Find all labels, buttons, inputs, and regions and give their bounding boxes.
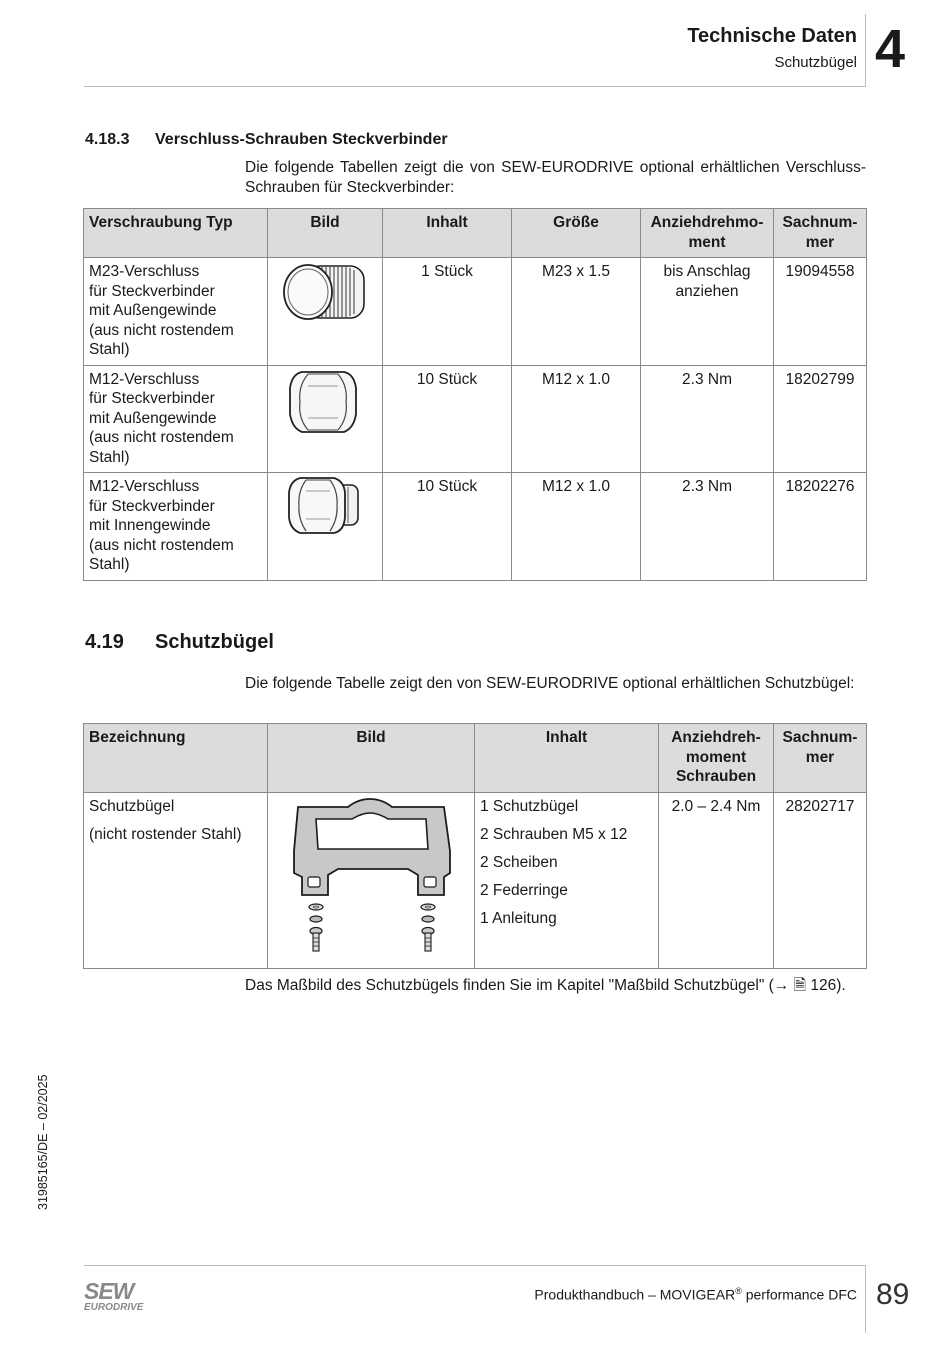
cell-content: 10 Stück	[383, 473, 512, 581]
dimension-note: Das Maßbild des Schutzbügels finden Sie im Kapitel "Maßbild Schutzbügel" (→ 🗎 126).	[245, 977, 846, 994]
cell-size: M12 x 1.0	[512, 473, 641, 581]
col-header-name: Bezeichnung	[84, 724, 268, 793]
section-number: 4.19	[85, 631, 124, 653]
section-number: 4.18.3	[85, 131, 130, 148]
cell-content: 1 Stück	[383, 258, 512, 366]
cell-part: 18202799	[774, 365, 867, 473]
section-title: Schutzbügel	[155, 631, 274, 653]
sew-logo	[84, 1279, 154, 1316]
svg-text:EURODRIVE: EURODRIVE	[84, 1302, 144, 1311]
col-header-type: Verschraubung Typ	[84, 209, 268, 258]
cell-name: Schutzbügel (nicht rostender Stahl)	[84, 792, 268, 969]
col-header-content: Inhalt	[383, 209, 512, 258]
cell-torque: 2.3 Nm	[641, 365, 774, 473]
footer-rule	[84, 1265, 866, 1266]
knurled-cap-icon	[268, 258, 383, 328]
bracket-table	[83, 723, 867, 969]
cell-torque: bis Anschlag anziehen	[641, 258, 774, 366]
svg-text:SEW: SEW	[84, 1279, 134, 1304]
table-row	[84, 792, 867, 969]
cell-image	[268, 473, 383, 581]
col-header-content: Inhalt	[475, 724, 659, 793]
cell-content: 10 Stück	[383, 365, 512, 473]
closing-screws-table	[83, 208, 867, 581]
hex-cap-male-icon	[268, 473, 383, 539]
cell-torque: 2.3 Nm	[641, 473, 774, 581]
cell-type: M23-Verschluss für Steckverbinder mit Außengewinde (aus nicht rostendem Stahl)	[84, 258, 268, 366]
header-divider	[865, 14, 866, 86]
cell-image	[268, 258, 383, 366]
document-code: 31985165/DE – 02/2025	[36, 1074, 50, 1210]
cell-part: 19094558	[774, 258, 867, 366]
page-number: 89	[876, 1278, 910, 1311]
col-header-size: Größe	[512, 209, 641, 258]
cell-image	[268, 365, 383, 473]
col-header-image: Bild	[268, 209, 383, 258]
header-subtitle: Schutzbügel	[774, 54, 857, 71]
table-header-row	[84, 209, 867, 258]
header-title: Technische Daten	[687, 25, 857, 47]
cell-size: M23 x 1.5	[512, 258, 641, 366]
cell-size: M12 x 1.0	[512, 365, 641, 473]
table-header-row	[84, 724, 867, 793]
col-header-torque: Anziehdreh- moment Schrauben	[659, 724, 774, 793]
protective-bracket-icon	[268, 793, 475, 963]
col-header-part: Sachnum- mer	[774, 724, 867, 793]
section-intro: Die folgende Tabellen zeigt die von SEW-EURODRIVE optional erhältlichen Verschluss-Schrauben für Steckverbinder:	[245, 159, 866, 196]
cell-part: 18202276	[774, 473, 867, 581]
chapter-number: 4	[875, 19, 906, 79]
sew-eurodrive-logo-icon	[84, 1279, 154, 1311]
cell-image	[268, 792, 475, 969]
cell-part: 28202717	[774, 792, 867, 969]
footer-text: Produkthandbuch – MOVIGEAR® performance DFC	[534, 1286, 857, 1303]
cell-type: M12-Verschluss für Steckverbinder mit Innengewinde (aus nicht rostendem Stahl)	[84, 473, 268, 581]
section-title: Verschluss-Schrauben Steckverbinder	[155, 131, 448, 148]
cell-type: M12-Verschluss für Steckverbinder mit Außengewinde (aus nicht rostendem Stahl)	[84, 365, 268, 473]
table-row	[84, 258, 867, 366]
table-row	[84, 473, 867, 581]
table-row	[84, 365, 867, 473]
cell-torque: 2.0 – 2.4 Nm	[659, 792, 774, 969]
footer-divider	[865, 1265, 866, 1333]
header-rule	[84, 86, 866, 87]
col-header-part: Sachnum- mer	[774, 209, 867, 258]
col-header-torque: Anziehdrehmo- ment	[641, 209, 774, 258]
hex-cap-icon	[268, 366, 383, 438]
section-intro: Die folgende Tabelle zeigt den von SEW-EURODRIVE optional erhältlichen Schutzbügel:	[245, 675, 855, 692]
col-header-image: Bild	[268, 724, 475, 793]
cell-content: 1 Schutzbügel 2 Schrauben M5 x 12 2 Scheiben 2 Federringe 1 Anleitung	[475, 792, 659, 969]
